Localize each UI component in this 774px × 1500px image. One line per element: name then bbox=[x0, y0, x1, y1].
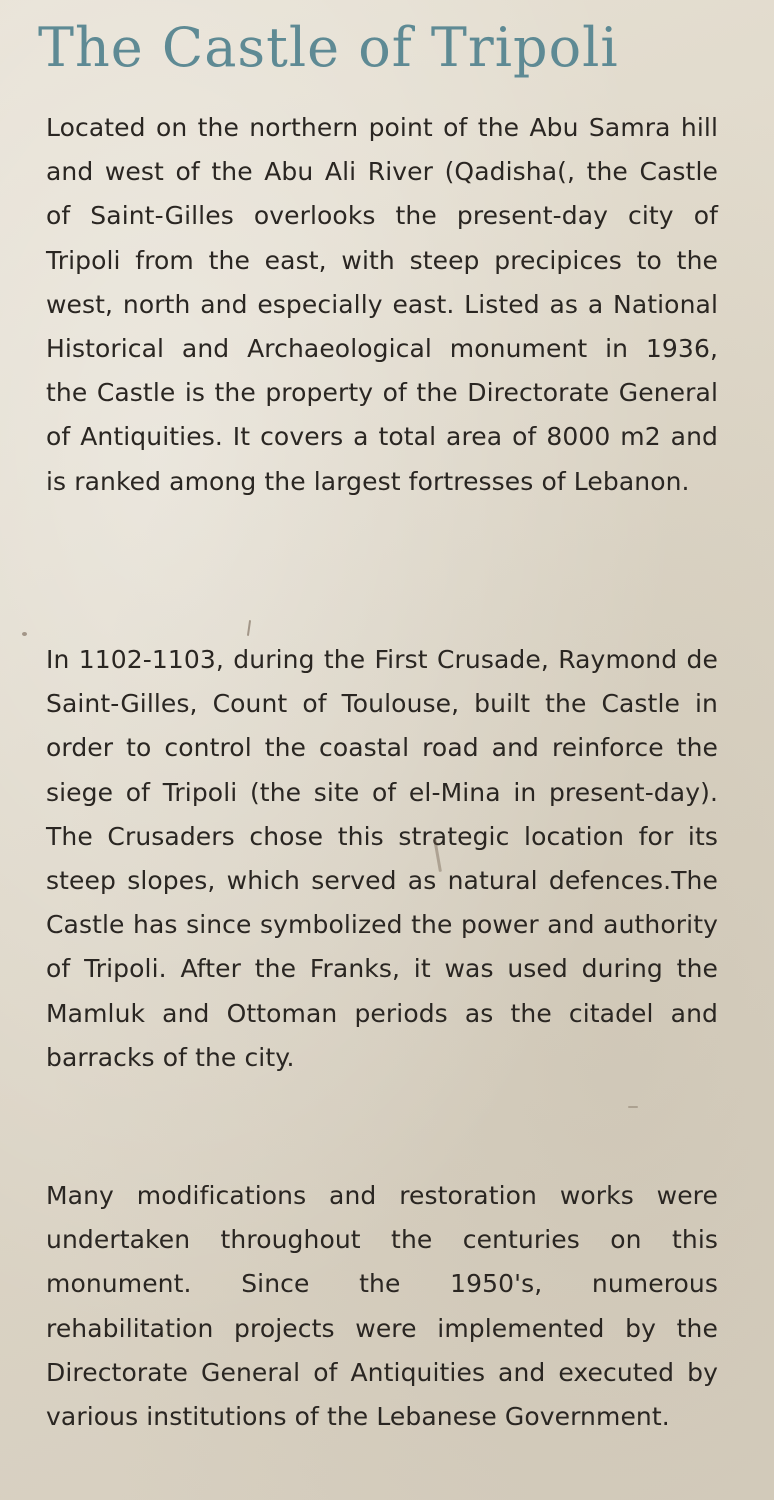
paragraph-restoration: Many modifications and restoration works were undertaken throughout the centuries on this monument. Since the 1950's, numerous rehabilitation projects were implemented by the Directorate General of Antiquities and executed by various institutions of the Lebanese Government. bbox=[46, 1181, 718, 1432]
surface-scratch bbox=[628, 1106, 638, 1108]
surface-stain bbox=[22, 632, 27, 636]
plaque-title: The Castle of Tripoli bbox=[38, 16, 619, 79]
paragraph-history: In 1102-1103, during the First Crusade, Raymond de Saint-Gilles, Count of Toulouse, built the Castle in order to control the coastal road and reinforce the siege of Tripoli (the site of el-Mina in present-day). The Crusaders chose this strategic location for its steep slopes, which served as natural defences.The Castle has since symbolized the power and authority of Tripoli. After the Franks, it was used during the Mamluk and Ottoman periods as the citadel and barracks of the city. bbox=[46, 645, 718, 1072]
surface-scratch bbox=[247, 620, 251, 636]
paragraph-location: Located on the northern point of the Abu Samra hill and west of the Abu Ali River (Qadisha(, the Castle of Saint-Gilles overlooks the present-day city of Tripoli from the east, with steep precipices to the west, north and especially east. Listed as a National Historical and Archaeological monument in 1936, the Castle is the property of the Directorate General of Antiquities. It covers a total area of 8000 m2 and is ranked among the largest fortresses of Lebanon. bbox=[46, 113, 718, 496]
